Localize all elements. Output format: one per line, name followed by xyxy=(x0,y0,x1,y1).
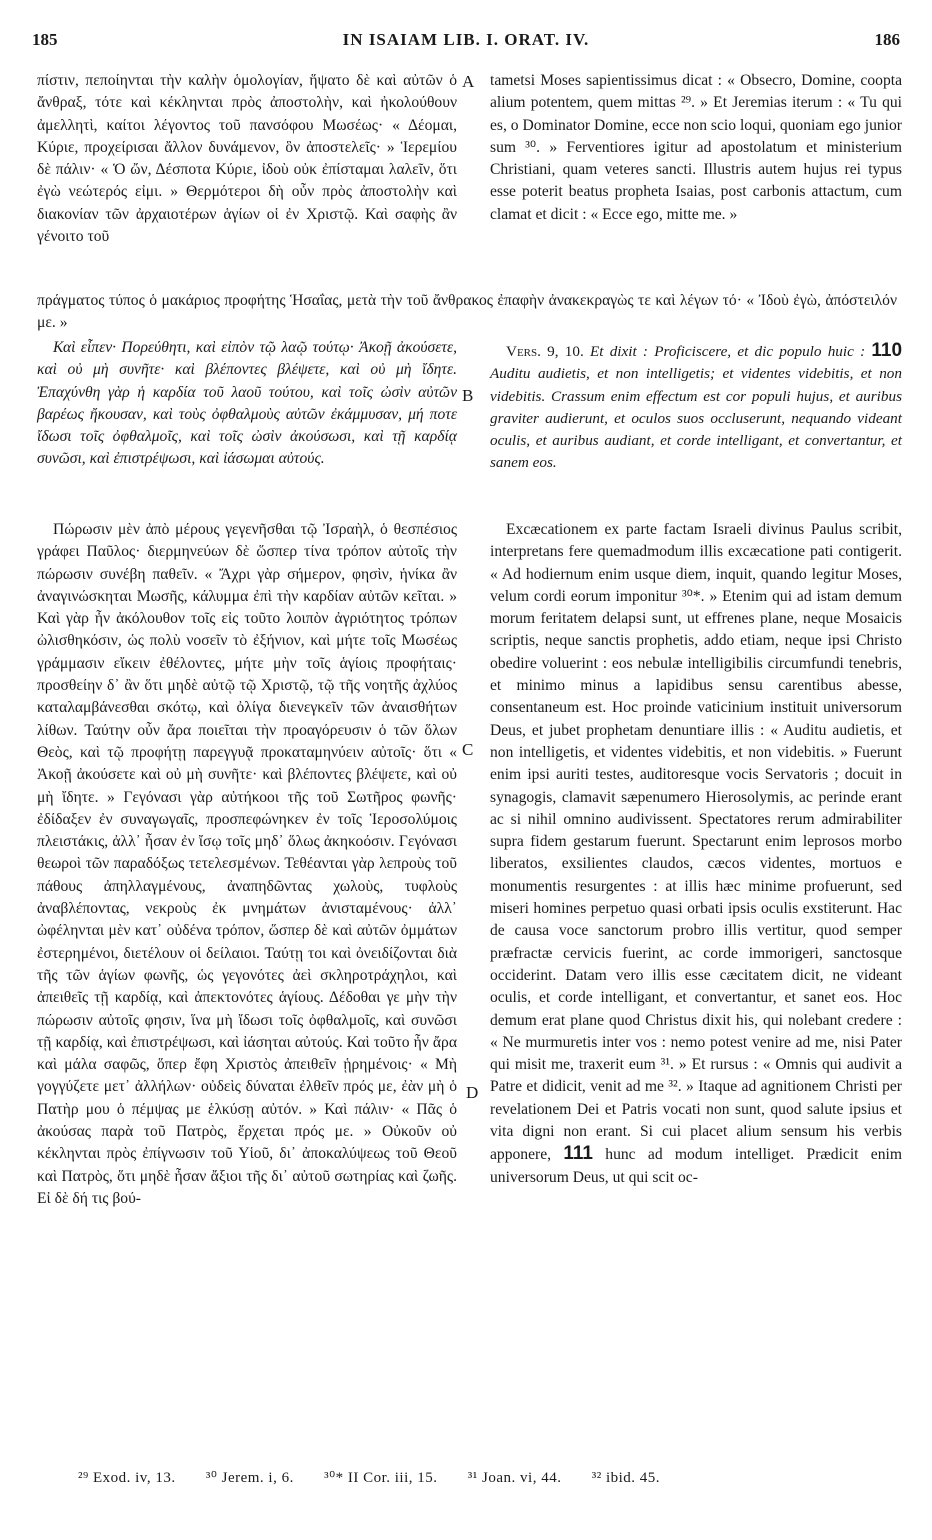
page-number-left: 185 xyxy=(32,30,58,49)
column-number-110: 110 xyxy=(871,340,903,361)
latin-paragraph: tametsi Moses sapientissimus dicat : « Obsecro, Domine, coopta alium potentem, quem mittas ²⁹. » Et Jeremias iterum : « Tu qui es, o Dominator Domine, ecce non scio loqui, quoniam ego junior sum ³⁰. » Ferventiores igitur ad apostolatum et ministerium Christiani, quam veteres sancti. Illustris autem hujus rei typus esse poterit beatus propheta Isaias, post carbonis attactum, cum clamat et dicit : « Ecce ego, mitte me. » xyxy=(490,72,902,223)
latin-text-b: hunc ad modum intelliget. Prædicit enim universorum Deus, ut qui scit oc- xyxy=(490,1146,902,1186)
footnote: ³² ibid. 45. xyxy=(591,1470,661,1486)
running-title: IN ISAIAM LIB. I. ORAT. IV. xyxy=(342,30,590,49)
footnote: ³⁰ Jerem. i, 6. xyxy=(205,1470,294,1486)
greek-column-block-3 xyxy=(37,519,457,1210)
latin-column-block-1 xyxy=(490,70,902,226)
footnote: ³¹ Joan. vi, 44. xyxy=(467,1470,562,1486)
page-number-right: 186 xyxy=(874,30,900,49)
margin-letter-c: C xyxy=(462,740,474,759)
footnote: ²⁹ Exod. iv, 13. xyxy=(78,1470,176,1486)
latin-column-block-3 xyxy=(490,519,902,1189)
footnotes xyxy=(78,1468,892,1487)
margin-letter-d: D xyxy=(466,1083,479,1102)
latin-paragraph xyxy=(490,519,902,1189)
greek-paragraph: Καὶ εἶπεν· Πορεύθητι, καὶ εἰπὸν τῷ λαῷ τούτῳ· Ἀκοῇ ἀκούσετε, καὶ οὐ μὴ συνῆτε· καὶ βλέποντες βλέψετε, καὶ οὐ μὴ ἴδητε. Ἐπαχύνθη γὰρ ἡ καρδία τοῦ λαοῦ τούτου, καὶ τοῖς ὠσὶν αὐτῶν βαρέως ἤκουσαν, καὶ τοὺς ὀφθαλμοὺς αὐτῶν ἐκάμμυσαν, μή ποτε ἴδωσι τοῖς ὀφθαλμοῖς, καὶ τοῖς ὠσὶν ἀκούσωσι, καὶ τῇ καρδίᾳ συνῶσι, καὶ ἐπιστρέψωσι, καὶ ἰάσωμαι αὐτούς. xyxy=(37,339,457,468)
greek-scripture-quote xyxy=(37,337,457,471)
greek-paragraph: Πώρωσιν μὲν ἀπὸ μέρους γεγενῆσθαι τῷ Ἰσραὴλ, ὁ θεσπέσιος γράφει Παῦλος· διερμηνεύων δὲ ὥσπερ τίνα τρόπον αὐτοῖς τὴν πώρωσιν συνέβη παθεῖν. « Ἄχρι γὰρ σήμερον, φησὶν, ἡνίκα ἂν ἀναγινώσκηται Μωσῆς, κάλυμμα ἐπὶ τὴν καρδίαν αὐτῶν κεῖται. » Καὶ γὰρ ἦν ἀκόλουθον τοῖς εἰς τοῦτο λοιπὸν ἀγριότητος τρόπων ὠλισθηκόσιν, ὡς πολὺ νοσεῖν τὸ ἐξήνιον, καὶ μήτε τοῖς Μωσέως γράμμασιν εἴκειν ἐθέλοντες, μήτε μὴν τοῖς ἁγίοις προφήταις· προσθείην δ᾽ ἂν ὅτι μηδὲ αὐτῷ τῷ Χριστῷ, τῷ τῆς νοητῆς ἀχλύος καταλαμβάνεσθαι σκότῳ, καὶ ὀλίγα διενεγκεῖν τῶν ἀναισθήτων λίθων. Ταύτην οὖν ἄρα ποιεῖται τὴν προαγόρευσιν ὁ τῶν ὅλων Θεὸς, καὶ τῷ προφήτῃ παρεγγυᾷ προκαταμηνύειν αὐτοῖς· ὅτι « Ἀκοῇ ἀκούσετε καὶ οὐ μὴ συνῆτε· καὶ βλέποντες βλέψετε, καὶ οὐ μὴ ἴδητε. » Γεγόνασι γὰρ αὐτήκοοι τῆς τοῦ Σωτῆρος φωνῆς· ἐδίδαξεν ἐν συναγωγαῖς, προσπεφώνηκεν ἐν τοῖς Ἱεροσολύμοις πλειστάκις, ἀλλ᾽ ἦσαν ἐν ἴσῳ τοῖς μηδ᾽ ὅλως ἀκηκοόσιν. Γεγόνασι θεωροὶ τῶν παραδόξως τετελεσμένων. Τεθέανται γὰρ λεπροὺς τοῦ πάθους ἀπηλλαγμένους, ἀναπηδῶντας χωλοὺς, τυφλοὺς ἀναβλέποντας, νεκροὺς ἐκ μνημάτων ἀνισταμένους· ἀλλ᾽ ὠφέληνται μὲν κατ᾽ οὐδένα τρόπον, ὥσπερ δὲ καὶ αὐτῶν ὀμμάτων ἐστερημένοι, διετέλουν οἱ δείλαιοι. Ταύτῃ τοι καὶ ὀνειδίζονται διὰ τῆς τῶν ἁγίων φωνῆς, ὡς γεγονότες ἀεὶ σκληροτράχηλοι, καὶ ἀπειθεῖς τῇ καρδίᾳ, καὶ ἀπεκτονότες ἁγίους. Δέδοθαι γε μὴν τὴν πώρωσιν αὐτοῖς φησιν, ἵνα μὴ ἴδωσι τοῖς ὀφθαλμοῖς, καὶ συνῶσι τῇ καρδίᾳ, καὶ ἐπιστρέψωσι, καὶ ἰάσηται αὐτούς. Καὶ τοῦτο ἦν ἄρα καὶ μάλα σαφῶς, ὅπερ ἔφη Χριστὸς ἀπειθεῖν ᾑρημένοις· « Μὴ γογγύζετε μετ᾽ ἀλλήλων· οὐδεὶς δύναται ἐλθεῖν πρός με, ἐὰν μὴ ὁ Πατὴρ μου ὁ πέμψας με ἑλκύσῃ αὐτόν. » Καὶ πάλιν· « Πᾶς ὁ ἀκούσας παρὰ τοῦ Πατρὸς, ἔρχεται πρός με. » Οὐκοῦν οὐ κέκληνται πρὸς ἐπίγνωσιν τοῦ Υἱοῦ, δι᾽ ἀποκαλύψεως τοῦ Θεοῦ καὶ Πατρὸς, ὅτι μηδὲ ἦσαν ἄξιοι τῆς δι᾽ αὐτοῦ σωτηρίας καὶ ζωῆς. Εἰ δὲ δή τις βού- xyxy=(37,521,457,1207)
greek-full-width-line xyxy=(37,290,897,335)
latin-scripture-quote xyxy=(490,340,902,475)
verse-text-b: Auditu audietis, et non intelligetis; et videntes videbitis, et non videbitis. Crassum enim effectum est cor populi hujus, et auribus graviter audierunt, et oculos suos occluserunt, nequando videant oculis, et auribus audiant, et corde intelligant, et convertantur, et sanem eos. xyxy=(490,365,902,472)
verse-text-a: Et dixit : Proficiscere, et dic populo huic : xyxy=(590,343,866,360)
verse-reference: Vers. 9, 10. xyxy=(506,343,584,360)
latin-verse-paragraph xyxy=(490,340,902,475)
greek-column-block-1 xyxy=(37,70,457,248)
greek-paragraph: πίστιν, πεποίηνται τὴν καλὴν ὁμολογίαν, ἥψατο δὲ καὶ αὐτῶν ὁ ἄνθραξ, τότε καὶ κέκληνται πρὸς ἀποστολὴν, καὶ ἠκολούθουν ἀμελλητὶ, καίτοι λέγοντος τοῦ πανσόφου Μωσέως· « Δέομαι, Κύριε, προχείρισαι ἄλλον δυνάμενον, ὃν ἀποστελεῖς· » Ἱερεμίου δὲ πάλιν· « Ὁ ὤν, Δέσποτα Κύριε, ἰδοὺ οὐκ ἐπίσταμαι λαλεῖν, ὅτι ἐγὼ νεώτερός εἰμι. » Θερμότεροι δὴ οὖν πρὸς ἀποστολὴν καὶ διακονίαν τῶν ἀρχαιοτέρων ἁγίων οἱ ἐν Χριστῷ. Καὶ σαφὴς ἂν γένοιτο τοῦ xyxy=(37,72,457,246)
latin-text-a: Excæcationem ex parte factam Israeli divinus Paulus scribit, interpretans fere quemadmodum illis excæcatione pati contigerit. « Ad hodiernum enim usque diem, inquit, quando legitur Moses, velum cordi eorum imponitur ³⁰*. » Etenim qui ad istam demum morum feritatem delapsi sunt, ut effrenes plane, neque Mosaicis scriptis, neque sanctis prophetis, addo etiam, neque ipsi Christo obedire voluerint : eos nebulæ intelligibilis circumfundi tenebris, et minimo minus a lapidibus sensu carentibus abesse, consentaneum est. Hoc proinde vaticinium instituit universorum Deus, et jubet prophetam denuntiare illis : « Auditu audietis, et non intelligetis, et videntes videbitis, et non videbitis. » Fuerunt enim ipsi auriti testes, auditoresque vocis Servatoris ; docuit in synagogis, clamavit sæpenumero Hierosolymis, ac perinde erant ac si nihil omnino audivissent. Spectatores rerum admirabiliter supra fidem gestarum fuerunt. Spectarunt enim leprosos morbo liberatos, exsilientes claudos, cæcos videntes, mortuos e monumentis resurgentes : at illis hæc minime profuerunt, sed miseri homines perpetuo quasi orbati ipsis oculis exstiterunt. Hac de causa voce sanctorum probro illis vertitur, quod semper præfractæ cervicis fuerint, ac corde immorigeri, sanctosque occiderint. Datam vero illis esse cæcitatem dicit, ne videant oculis, et corde intelligant, et convertantur, et sanet eos. Hoc demum erat plane quod Christus dixit his, qui nolebant credere : « Ne murmuretis inter vos : nemo potest venire ad me, nisi Pater qui misit me, traxerit eum ³¹. » Et rursus : « Omnis qui audivit a Patre et didicit, venit ad me ³². » Itaque ad agnitionem Christi per revelationem Dei et Patris vocati non sunt, quod salute ipsius et vita digni non erant. Si cui placet alium sensum his verbis apponere, xyxy=(490,521,902,1164)
greek-paragraph: πράγματος τύπος ὁ μακάριος προφήτης Ἡσαΐας, μετὰ τὴν τοῦ ἄνθρακος ἐπαφὴν ἀνακεκραγὼς τε καὶ λέγων τό· « Ἰδοὺ ἐγὼ, ἀπόστειλόν με. » xyxy=(37,292,897,332)
margin-letter-a: A xyxy=(462,72,475,91)
margin-letter-b: B xyxy=(462,386,474,405)
footnote: ³⁰* II Cor. iii, 15. xyxy=(324,1470,438,1486)
running-header xyxy=(32,30,900,52)
column-number-111: 111 xyxy=(563,1143,593,1165)
